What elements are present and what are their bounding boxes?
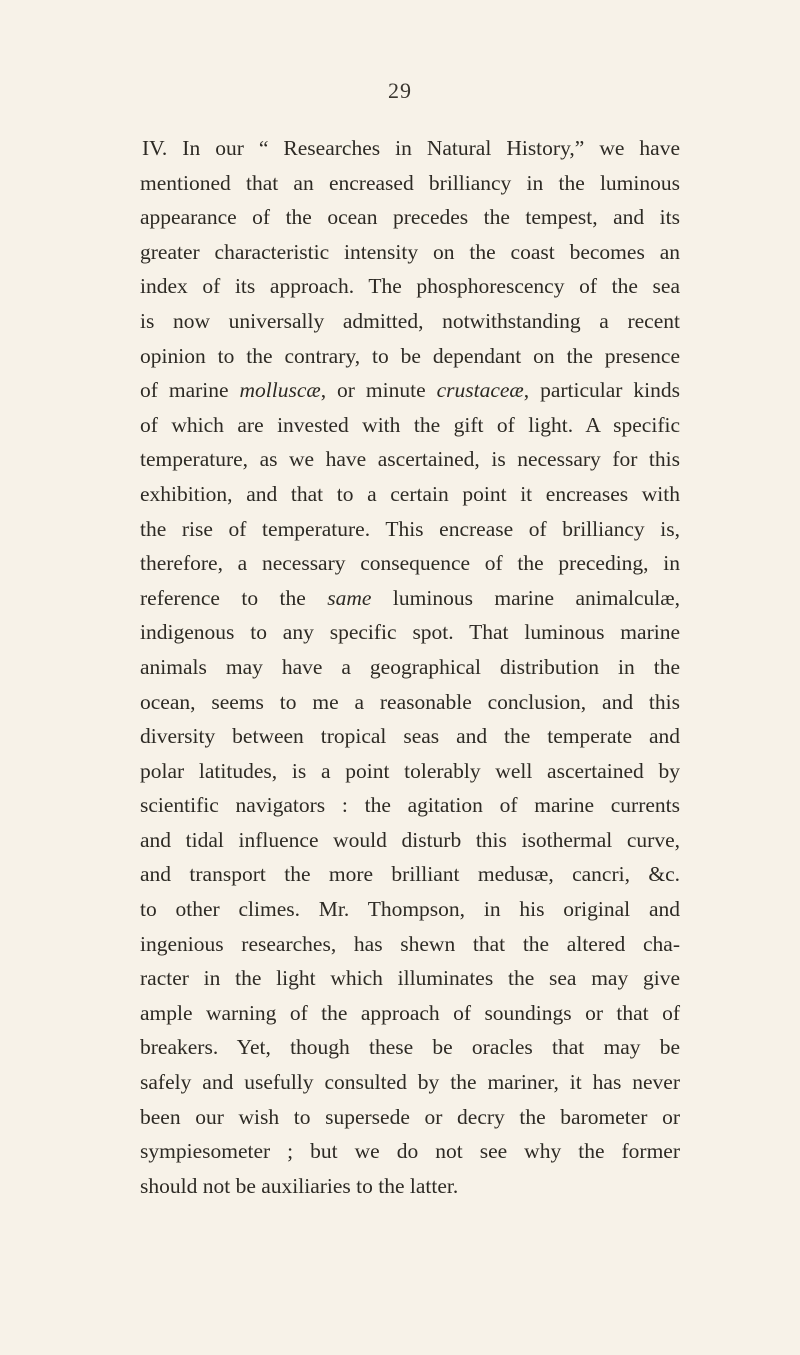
text-line: should not be auxiliaries to the latter.: [140, 1173, 459, 1198]
text-line: reference to the same luminous marine animalculæ,: [140, 585, 680, 610]
text-line: and transport the more brilliant medusæ, cancri, &c.: [140, 862, 680, 887]
body-paragraph: [140, 131, 680, 1203]
text-line: appearance of the ocean precedes the tempest, and its: [140, 205, 680, 230]
italic-term: molluscæ: [239, 378, 321, 403]
text-line: ample warning of the approach of soundings or that of: [140, 1000, 680, 1025]
text-line: mentioned that an encreased brilliancy in the luminous: [140, 170, 680, 195]
text-line: of marine molluscæ, or minute crustaceæ, particular kinds: [140, 378, 680, 403]
text-line: safely and usefully consulted by the mariner, it has never: [140, 1070, 680, 1095]
text-line: ingenious researches, has shewn that the altered cha-: [140, 931, 680, 956]
text-line: ocean, seems to me a reasonable conclusion, and this: [140, 689, 680, 714]
text-line: therefore, a necessary consequence of the preceding, in: [140, 551, 680, 576]
text-line: polar latitudes, is a point tolerably well ascertained by: [140, 758, 680, 783]
text-line: diversity between tropical seas and the temperate and: [140, 724, 680, 749]
text-line: greater characteristic intensity on the coast becomes an: [140, 239, 680, 264]
italic-term: crustaceæ: [436, 378, 524, 403]
text-line: breakers. Yet, though these be oracles that may be: [140, 1035, 680, 1060]
text-line: is now universally admitted, notwithstanding a recent: [140, 308, 680, 333]
text-line: sympiesometer ; but we do not see why the former: [140, 1139, 680, 1164]
text-line: been our wish to supersede or decry the barometer or: [140, 1104, 680, 1129]
text-line: animals may have a geographical distribution in the: [140, 654, 680, 679]
text-line: racter in the light which illuminates the sea may give: [140, 966, 680, 991]
text-line: the rise of temperature. This encrease of brilliancy is,: [140, 516, 680, 541]
text-line: and tidal influence would disturb this isothermal curve,: [140, 827, 680, 852]
page-number: 29: [388, 78, 412, 103]
text-line: opinion to the contrary, to be dependant on the presence: [140, 343, 680, 368]
text-line: exhibition, and that to a certain point it encreases with: [140, 481, 680, 506]
text-line: index of its approach. The phosphorescency of the sea: [140, 274, 680, 299]
italic-term: same: [327, 585, 372, 610]
text-line: indigenous to any specific spot. That luminous marine: [140, 620, 680, 645]
text-line: IV. In our “ Researches in Natural History,” we have: [142, 136, 680, 160]
text-line: to other climes. Mr. Thompson, in his original and: [140, 897, 680, 922]
text-line: temperature, as we have ascertained, is necessary for this: [140, 447, 680, 472]
text-line: scientific navigators : the agitation of marine currents: [140, 793, 680, 818]
text-line: of which are invested with the gift of light. A specific: [140, 412, 680, 437]
